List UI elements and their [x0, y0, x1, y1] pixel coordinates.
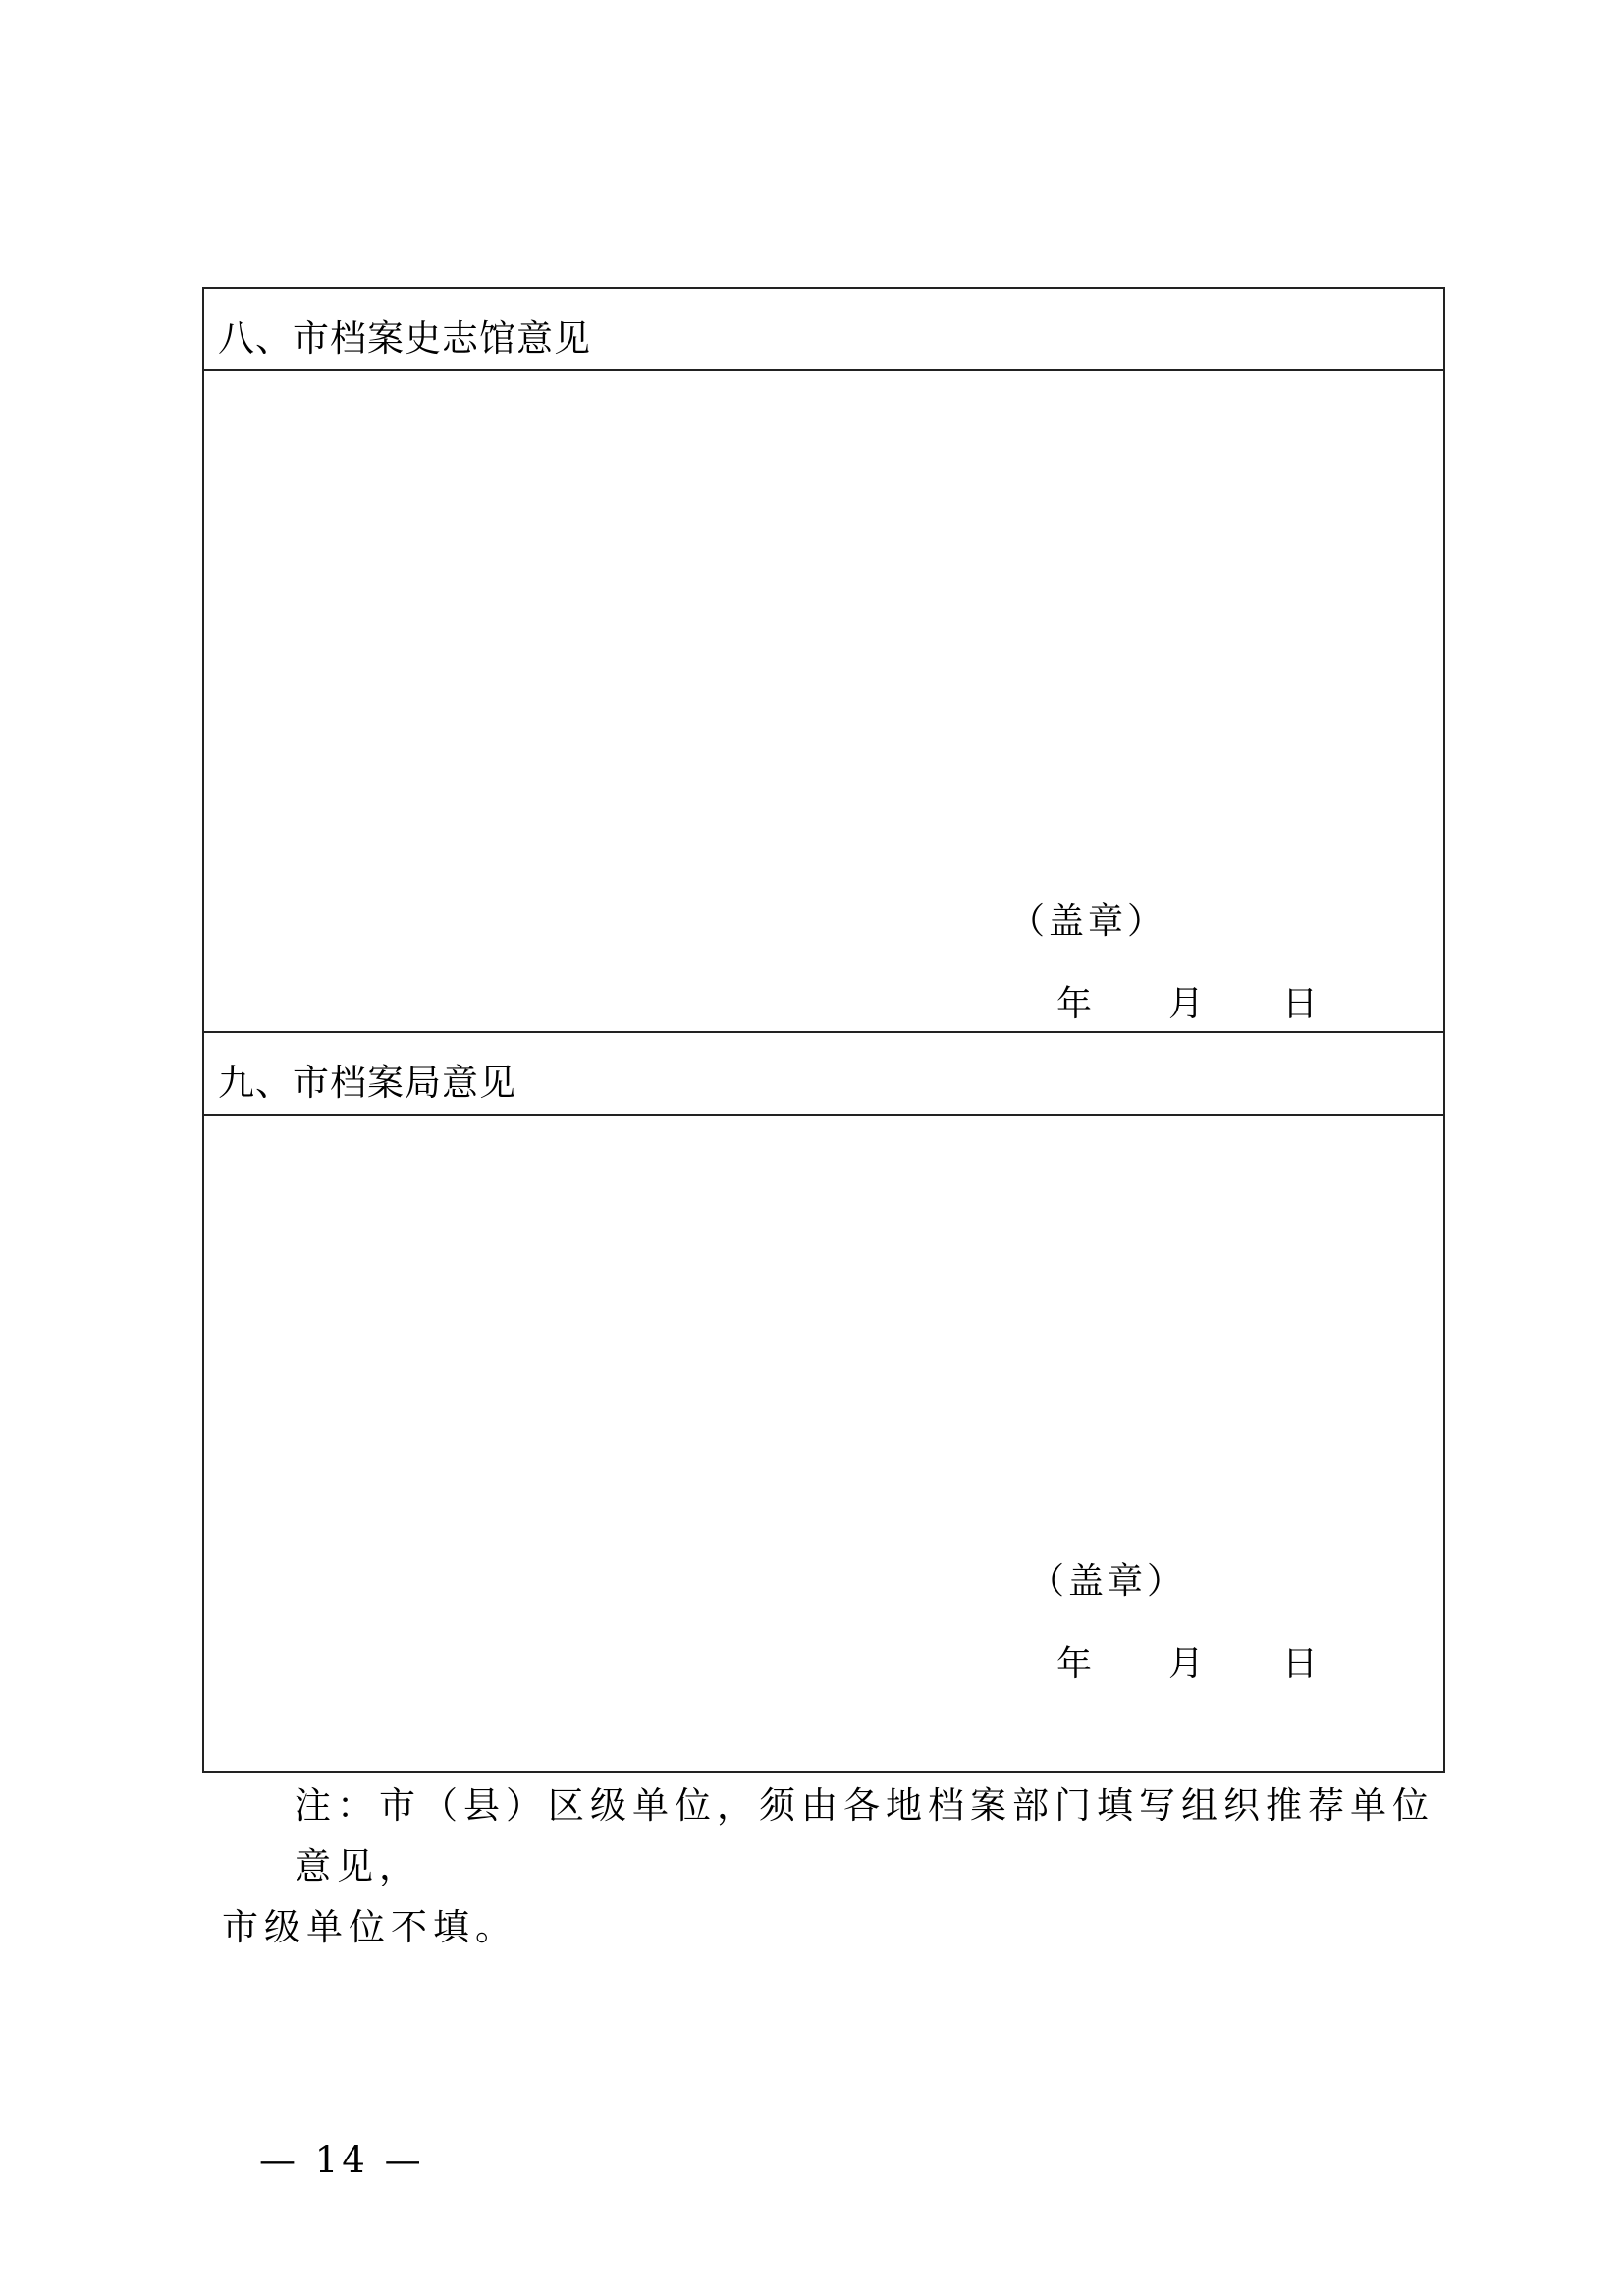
- section-9-date-day: 日: [1282, 1644, 1319, 1684]
- section-8-opinion-area[interactable]: [204, 371, 1443, 1031]
- footnote-line-1: 注：市（县）区级单位，须由各地档案部门填写组织推荐单位意见，: [295, 1784, 1434, 1887]
- section-9-date-month: 月: [1168, 1644, 1205, 1684]
- opinion-form-table: [202, 287, 1445, 1773]
- footnote-line-2: 市级单位不填。: [222, 1906, 517, 1948]
- footnote: [202, 1776, 1449, 1958]
- section-8-title: 八、市档案史志馆意见: [218, 317, 591, 359]
- section-9-opinion-area[interactable]: [204, 1116, 1443, 1771]
- section-9-seal-label: （盖章）: [1029, 1561, 1187, 1602]
- section-9-date-year: 年: [1056, 1644, 1093, 1684]
- section-8-date-year: 年: [1056, 984, 1093, 1024]
- section-8-seal-label: （盖章）: [1009, 902, 1167, 942]
- section-8-header: [204, 289, 1443, 371]
- section-8-date-month: 月: [1168, 984, 1205, 1024]
- section-9-header: [204, 1033, 1443, 1116]
- section-9-title: 九、市档案局意见: [218, 1062, 516, 1104]
- section-8-date-day: 日: [1282, 984, 1319, 1024]
- page-number: — 14 —: [259, 2139, 425, 2181]
